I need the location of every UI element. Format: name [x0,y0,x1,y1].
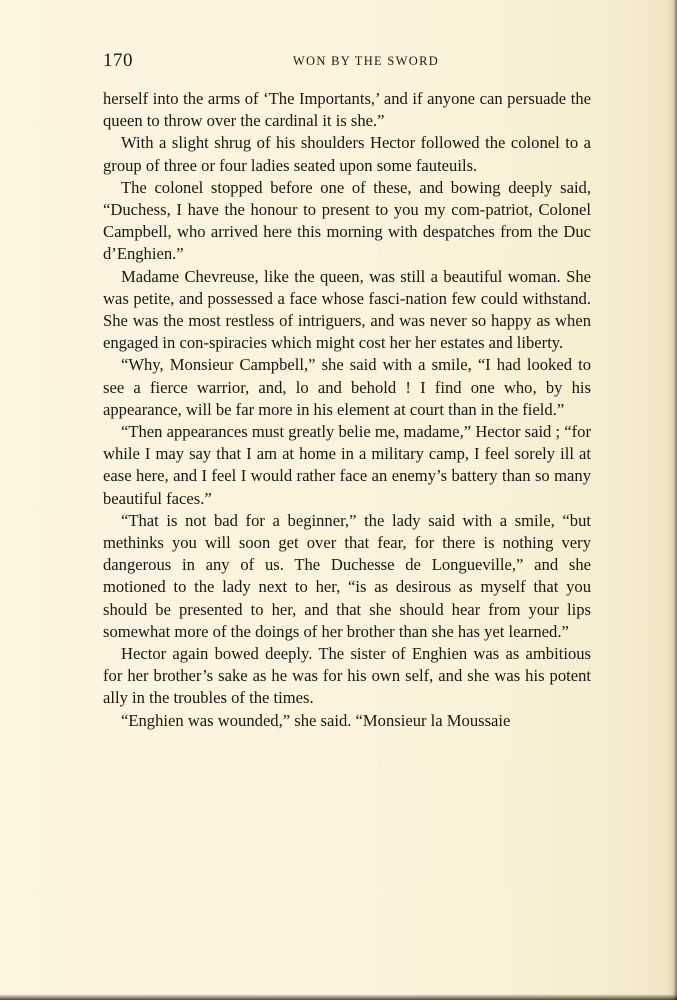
paragraph: “Enghien was wounded,” she said. “Monsieur la Moussaie [121,710,511,730]
running-title: WON BY THE SWORD [292,54,440,68]
paragraph: herself into the arms of ‘The Importants,’ and if anyone can persuade the queen to throw over the cardinal it is she.” [103,89,591,131]
page-bottom-edge [0,994,677,1000]
paragraph: “Why, Monsieur Campbell,” she said with a smile, “I had looked to see a fierce warrior, and, lo and behold ! I find one who, by his appearance, will be far more in his element at court than in the field.” [103,355,591,419]
paragraph: The colonel stopped before one of these, and bowing deeply said, “Duchess, I have the honour to present to you my com-patriot, Colonel Campbell, who arrived here this morning with despatches from the Duc d’Enghien.” [103,177,591,264]
paragraph: “Then appearances must greatly belie me, madame,” Hector said ; “for while I may say that I am at home in a military camp, I feel sorely ill at ease here, and I feel I would rather face an enemy’s battery than so many beautiful faces.” [103,422,591,508]
body-text [103,88,591,732]
paragraph: “That is not bad for a beginner,” the lady said with a smile, “but methinks you will soon get over that fear, for there is nothing very dangerous in any of us. The Duchesse de Longueville,” and she motioned to the lady next to her, “is as desirous as myself that you should be presented to her, and that she should hear from your lips somewhat more of the doings of her brother than she has yet learned.” [103,510,591,641]
paragraph: Hector again bowed deeply. The sister of Enghien was as ambitious for her brother’s sake as he was for his own self, and she was his potent ally in the troubles of the times. [103,644,591,708]
page-header [103,50,591,74]
page-right-edge [668,0,677,1000]
paragraph: With a slight shrug of his shoulders Hector followed the colonel to a group of three or four ladies seated upon some fauteuils. [103,133,591,175]
page-number: 170 [103,50,133,71]
paragraph: Madame Chevreuse, like the queen, was still a beautiful woman. She was petite, and possessed a face whose fasci-nation few could withstand. She was the most restless of intriguers, and was never so happy as when engaged in con-spiracies which might cost her her estates and liberty. [103,266,591,353]
